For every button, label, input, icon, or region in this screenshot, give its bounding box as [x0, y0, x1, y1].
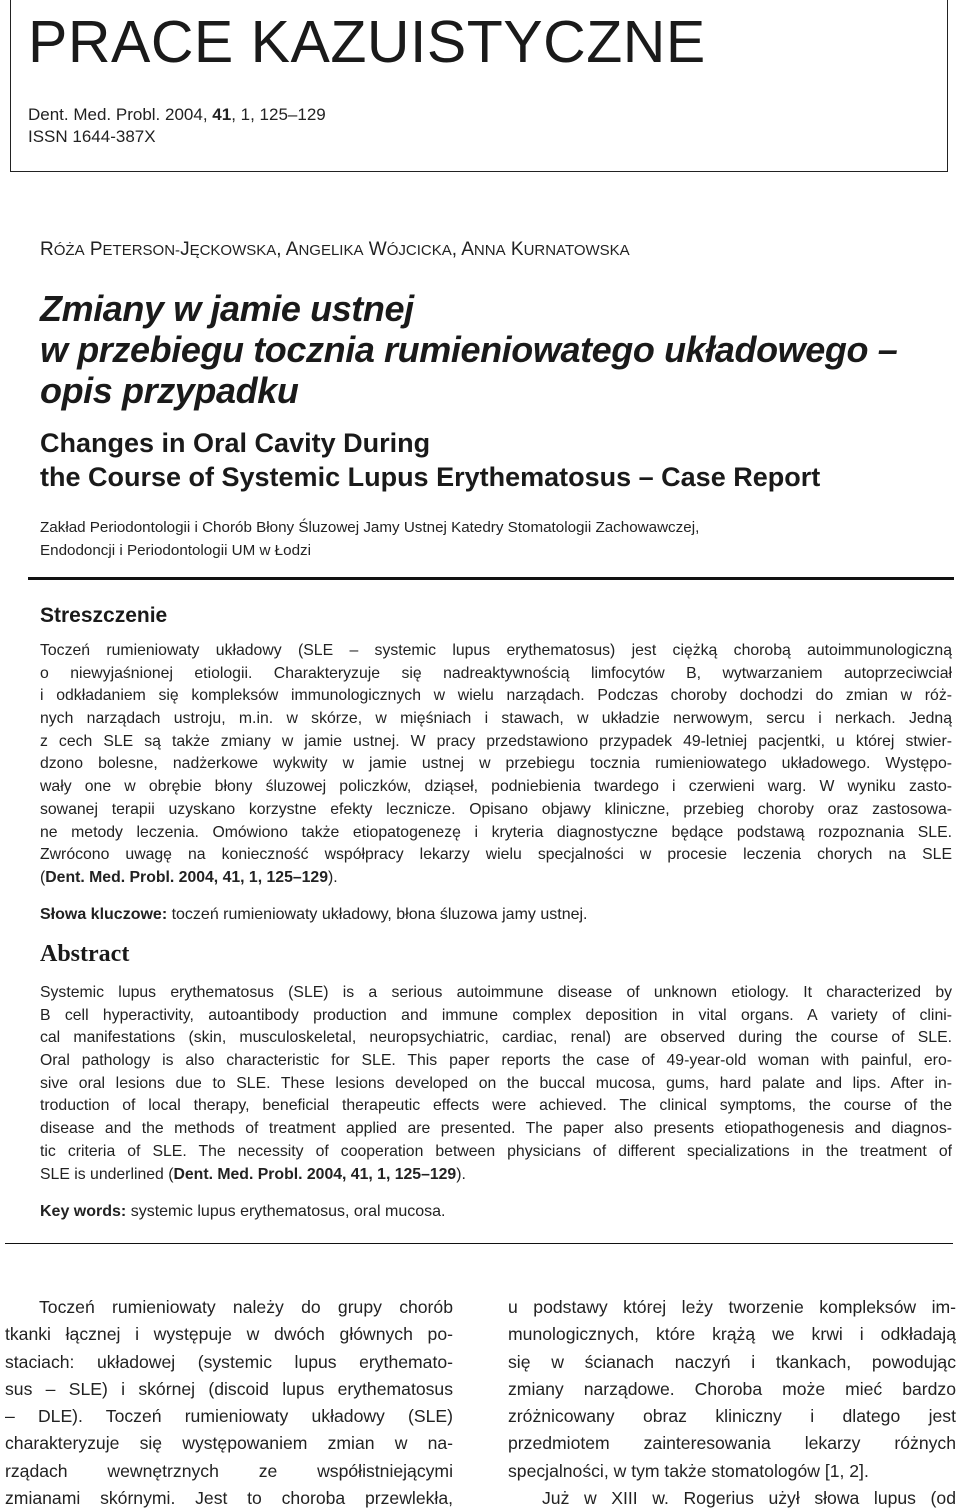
article-title-english: Changes in Oral Cavity During the Course of Systemic Lupus Erythematosus – Case Report	[40, 428, 821, 492]
author-list: RÓŻA PETERSON-JĘCKOWSKA, ANGELIKA WÓJCICKA, ANNA KURNATOWSKA	[40, 239, 630, 260]
journal-citation: Dent. Med. Probl. 2004, 41, 1, 125–129 ISSN 1644-387X	[28, 105, 326, 146]
author: ANNA KURNATOWSKA	[461, 239, 630, 260]
author: ANGELIKA WÓJCICKA	[285, 239, 452, 260]
divider	[28, 577, 954, 580]
keywords-polish: Słowa kluczowe: toczeń rumieniowaty układowy, błona śluzowa jamy ustnej.	[40, 906, 588, 923]
body-column-right: u podstawy której leży tworzenie kompleksów im- munologicznych, które krążą we krwi i odkładają się w ścianach naczyń i tkankach, powodując zmiany narządowe. Choroba może mieć bardzo zróżnicowany obraz kliniczny i dlatego jest przedmiotem zainteresowania lekarzy różnych specjalności, w tym także stomatologów [1, 2]. Już w XIII w. Rogerius użył słowa lupus (od	[508, 1297, 956, 1509]
article-title-polish: Zmiany w jamie ustnej w przebiegu tocznia rumieniowatego układowego – opis przypadku	[40, 288, 898, 411]
affiliation: Zakład Periodontologii i Chorób Błony Śluzowej Jamy Ustnej Katedry Stomatologii Zachowawczej, Endodoncji i Periodontologii UM w Łodzi	[40, 519, 700, 559]
abstract-english: Systemic lupus erythematosus (SLE) is a serious autoimmune disease of unknown etiology. It characterized by B cell hyperactivity, autoantibody production and immune complex deposition in vital organs. A variety of clini- cal manifestations (skin, musculoskeletal, neuropsychiatric, cardiac, renal) are observed during the course of SLE. Oral pathology is also characteristic for SLE. This paper reports the case of 49-year-old woman with painful, ero- sive oral lesions due to SLE. These lesions developed on the buccal mucosa, gums, hard palate and lips. After in- troduction of local therapy, beneficial therapeutic effects were achieved. The clinical symptoms, the course of the disease and the methods of treatment applied are presented. The paper also presents etiopathogenesis and diagnos- tic criteria of SLE. The necessity of cooperation between physicians of different specializations in the treatment of SLE is underlined (Dent. Med. Probl. 2004, 41, 1, 125–129).	[40, 984, 952, 1183]
keywords-english: Key words: systemic lupus erythematosus, oral mucosa.	[40, 1203, 446, 1220]
abstract-heading-polish: Streszczenie	[40, 604, 168, 627]
divider	[5, 1243, 953, 1244]
abstract-heading-english: Abstract	[40, 941, 130, 967]
abstract-polish: Toczeń rumieniowaty układowy (SLE – systemic lupus erythematosus) jest ciężką chorobą autoimmunologiczną o niewyjaśnionej etiologii. Charakteryzuje się nadreaktywnością limfocytów B, wytwarzaniem autoprzeciwciał i odkładaniem się kompleksów immunologicznych w wielu narządach. Podczas choroby dochodzi do zmian w róż- nych narządach ustroju, m.in. w skórze, w mięśniach i stawach, w układzie nerwowym, sercu i nerkach. Jedną z cech SLE są także zmiany w jamie ustnej. W pracy przedstawiono przypadek 49-letniej pacjentki, u której stwier- dzono bolesne, nadżerkowe wykwity w jamie ustnej w przebiegu tocznia rumieniowatego układowego. Występo- wały one w obrębie błony śluzowej policzków, dziąseł, podniebienia twardego i czerwieni warg. W wyniku zasto- sowanej terapii uzyskano korzystne efekty lecznicze. Opisano objawy kliniczne, przebieg choroby oraz zastosowa- ne metody leczenia. Omówiono także etiopatogenezę i kryteria diagnostyczne będące podstawą rozpoznania SLE. Zwrócono uwagę na konieczność współpracy lekarzy wielu specjalności w procesie leczenia chorych na SLE (Dent. Med. Probl. 2004, 41, 1, 125–129).	[40, 642, 952, 886]
section-title: PRACE KAZUISTYCZNE	[28, 9, 706, 75]
body-column-left: Toczeń rumieniowaty należy do grupy chorób tkanki łącznej i występuje w dwóch głównych po- staciach: układowej (systemic lupus erythemato- sus – SLE) i skórnej (discoid lupus erythematosus – DLE). Toczeń rumieniowaty układowy (SLE) charakteryzuje się występowaniem zmian w na- rządach wewnętrznych ze współistniejącymi zmianami skórnymi. Jest to choroba przewlekła,	[5, 1297, 453, 1509]
issn: ISSN 1644-387X	[28, 127, 156, 146]
author: RÓŻA PETERSON-JĘCKOWSKA	[40, 239, 277, 260]
